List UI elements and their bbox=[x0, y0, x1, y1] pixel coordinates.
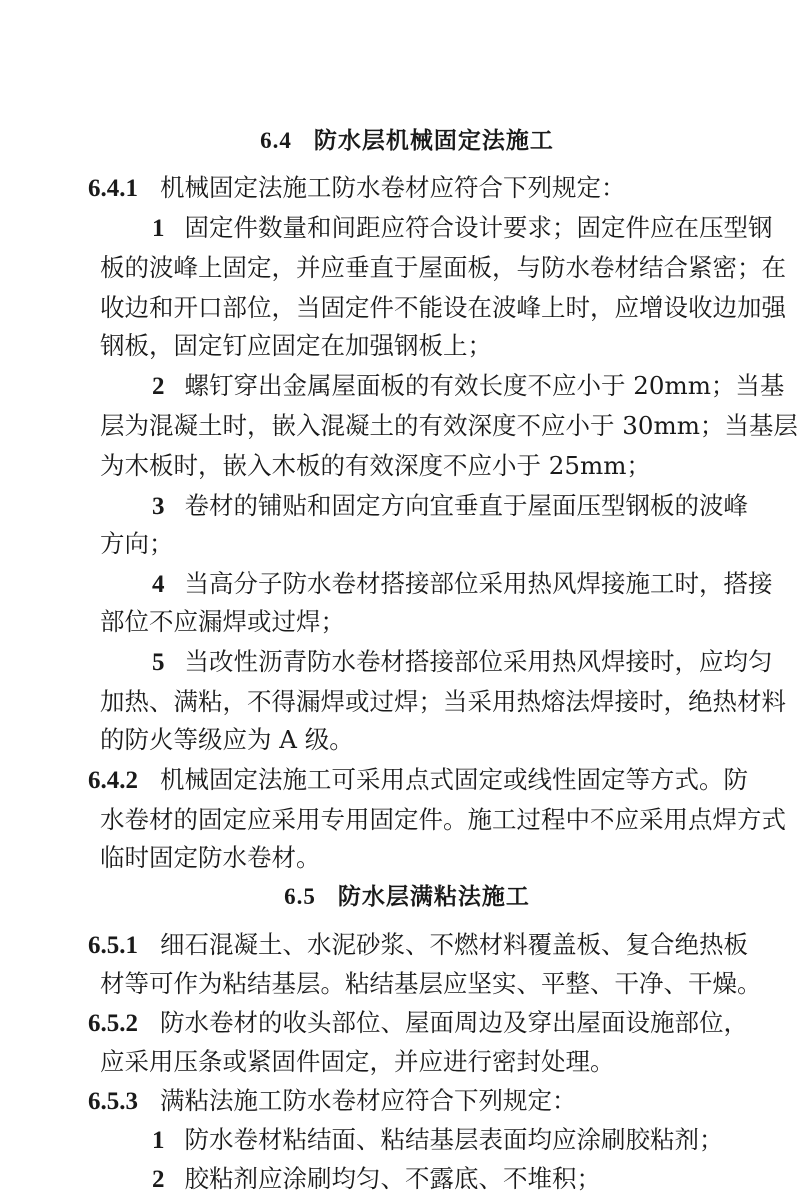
item-number: 1 bbox=[152, 215, 165, 242]
clause-number: 6.4.2 bbox=[88, 767, 138, 794]
clause-6-4-2-line-2: 水卷材的固定应采用专用固定件。施工过程中不应采用点焊方式 bbox=[100, 805, 786, 834]
item-6-4-1-2-line-3: 为木板时，嵌入木板的有效深度不应小于 25mm； bbox=[100, 451, 651, 480]
item-number: 1 bbox=[152, 1127, 165, 1154]
item-text: 防水卷材粘结面、粘结基层表面均应涂刷胶粘剂； bbox=[184, 1125, 724, 1154]
item-6-4-1-5-line-3: 的防火等级应为 A 级。 bbox=[100, 725, 354, 754]
item-6-4-1-5-line-1 bbox=[100, 642, 773, 682]
item-6-4-1-1-line-3: 收边和开口部位，当固定件不能设在波峰上时，应增设收边加强 bbox=[100, 293, 786, 322]
item-text: 固定件数量和间距应符合设计要求；固定件应在压型钢 bbox=[184, 213, 773, 242]
clause-6-5-1-line-1 bbox=[88, 925, 748, 965]
item-6-4-1-1-line-1 bbox=[100, 208, 773, 248]
item-6-5-3-2 bbox=[100, 1159, 714, 1199]
item-6-4-1-1-line-4: 钢板，固定钉应固定在加强钢板上； bbox=[100, 331, 492, 360]
item-text: 螺钉穿出金属屋面板的有效长度不应小于 20mm；当基 bbox=[184, 371, 785, 400]
clause-6-4-2-line-1 bbox=[88, 760, 748, 800]
item-number: 2 bbox=[152, 373, 165, 400]
item-text: 胶粘剂应涂刷均匀、不露底、不堆积； bbox=[184, 1164, 601, 1193]
item-6-4-1-4-line-2: 部位不应漏焊或过焊； bbox=[100, 607, 345, 636]
clause-number: 6.5.3 bbox=[88, 1088, 138, 1115]
clause-text: 机械固定法施工防水卷材应符合下列规定： bbox=[160, 173, 626, 202]
section-title-text: 防水层满粘法施工 bbox=[337, 884, 530, 910]
item-6-4-1-4-line-1 bbox=[100, 564, 773, 604]
item-6-4-1-3-line-1 bbox=[100, 486, 748, 526]
clause-6-4-1 bbox=[88, 168, 702, 208]
item-6-5-3-1 bbox=[100, 1120, 724, 1160]
item-6-4-1-2-line-2: 层为混凝土时，嵌入混凝土的有效深度不应小于 30mm；当基层 bbox=[100, 411, 798, 440]
clause-6-4-2-line-3: 临时固定防水卷材。 bbox=[100, 843, 321, 872]
clause-6-5-2-line-2: 应采用压条或紧固件固定，并应进行密封处理。 bbox=[100, 1047, 615, 1076]
clause-text: 满粘法施工防水卷材应符合下列规定： bbox=[160, 1086, 577, 1115]
item-6-4-1-1-line-2: 板的波峰上固定，并应垂直于屋面板，与防水卷材结合紧密；在 bbox=[100, 253, 786, 282]
clause-number: 6.4.1 bbox=[88, 175, 138, 202]
item-6-4-1-2-line-1 bbox=[100, 366, 785, 406]
clause-text: 防水卷材的收头部位、屋面周边及穿出屋面设施部位， bbox=[160, 1008, 748, 1037]
section-number: 6.4 bbox=[260, 128, 292, 153]
section-number: 6.5 bbox=[284, 884, 316, 909]
clause-number: 6.5.2 bbox=[88, 1010, 138, 1037]
clause-6-5-1-line-2: 材等可作为粘结基层。粘结基层应坚实、平整、干净、干燥。 bbox=[100, 969, 762, 998]
clause-6-5-2-line-1 bbox=[88, 1003, 748, 1043]
section-title-text: 防水层机械固定法施工 bbox=[313, 128, 554, 154]
clause-text: 机械固定法施工可采用点式固定或线性固定等方式。防 bbox=[160, 765, 748, 794]
item-number: 4 bbox=[152, 571, 165, 598]
clause-number: 6.5.1 bbox=[88, 932, 138, 959]
item-6-4-1-5-line-2: 加热、满粘，不得漏焊或过焊；当采用热熔法焊接时，绝热材料 bbox=[100, 687, 786, 716]
item-number: 2 bbox=[152, 1166, 165, 1193]
clause-6-5-3 bbox=[88, 1081, 702, 1121]
clause-text: 细石混凝土、水泥砂浆、不燃材料覆盖板、复合绝热板 bbox=[160, 930, 748, 959]
item-number: 5 bbox=[152, 649, 165, 676]
item-number: 3 bbox=[152, 493, 165, 520]
item-6-4-1-3-line-2: 方向； bbox=[100, 529, 174, 558]
section-heading-6-4 bbox=[100, 122, 714, 155]
item-text: 卷材的铺贴和固定方向宜垂直于屋面压型钢板的波峰 bbox=[184, 491, 748, 520]
section-heading-6-5 bbox=[100, 878, 714, 911]
item-text: 当高分子防水卷材搭接部位采用热风焊接施工时，搭接 bbox=[184, 569, 773, 598]
item-text: 当改性沥青防水卷材搭接部位采用热风焊接时，应均匀 bbox=[184, 647, 773, 676]
